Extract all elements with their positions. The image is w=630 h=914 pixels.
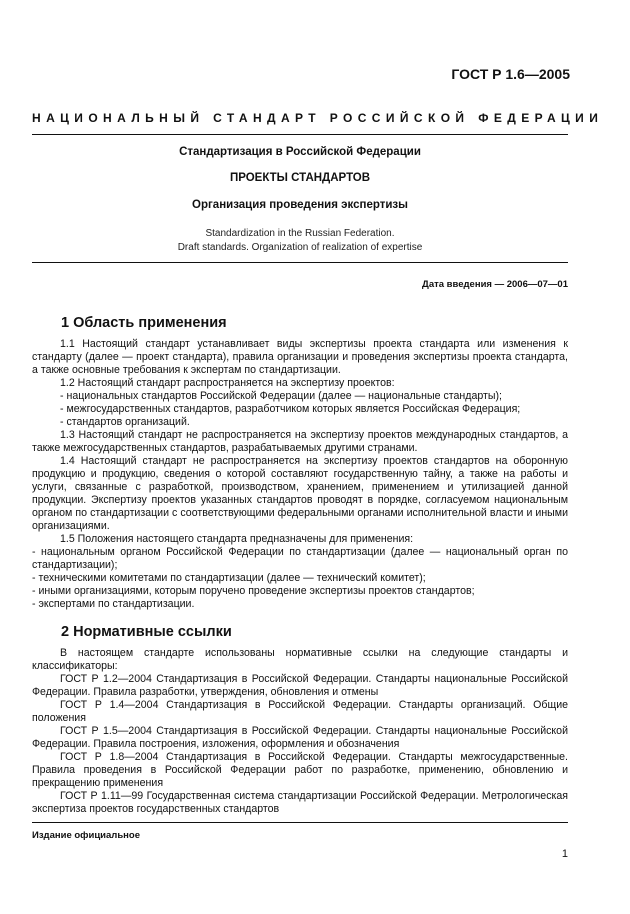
- list-item: - стандартов организаций.: [60, 416, 190, 428]
- gost-code: ГОСТ Р 1.6—2005: [451, 66, 570, 82]
- reference-item: ГОСТ Р 1.5—2004 Стандартизация в Российской Федерации. Стандарты национальные Российской Федерации. Правила построения, изложения, оформления и обозначения: [32, 725, 568, 750]
- title-divider: [32, 262, 568, 263]
- paragraph: 1.1 Настоящий стандарт устанавливает виды экспертизы проекта стандарта или изменения к стандарту (далее — проект стандарта), правила организации и проведения экспертизы проекта стандарта, а также основные требования к экспертам по стандартизации.: [32, 338, 568, 376]
- english-title-line-1: Standardization in the Russian Federation.: [205, 228, 395, 239]
- page-number: 1: [561, 848, 568, 860]
- paragraph: 1.3 Настоящий стандарт не распространяется на экспертизу проектов международных стандартов, а также межгосударственных стандартов, разрабатываемых другими странами.: [32, 429, 568, 454]
- section-1-body: [32, 338, 568, 611]
- paragraph: 1.2 Настоящий стандарт распространяется на экспертизу проектов:: [60, 377, 395, 389]
- national-standard-banner: НАЦИОНАЛЬНЫЙ СТАНДАРТ РОССИЙСКОЙ ФЕДЕРАЦИИ: [32, 111, 604, 125]
- footer-divider: [32, 822, 568, 823]
- paragraph: 1.5 Положения настоящего стандарта предназначены для применения:: [60, 533, 414, 545]
- reference-item: ГОСТ Р 1.2—2004 Стандартизация в Российской Федерации. Стандарты национальные Российской Федерации. Правила разработки, утверждения, обновления и отмены: [32, 673, 568, 698]
- english-title-line-2: Draft standards. Organization of realization of expertise: [177, 241, 423, 253]
- title-line-2: ПРОЕКТЫ СТАНДАРТОВ: [229, 172, 371, 184]
- list-item: - иными организациями, которым поручено проведение экспертизы проектов стандартов;: [32, 585, 475, 597]
- section-2-body: [32, 647, 568, 816]
- list-item: - межгосударственных стандартов, разработчиком которых является Российская Федерация;: [60, 403, 521, 415]
- section-1-heading: 1 Область применения: [61, 315, 227, 331]
- reference-item: ГОСТ Р 1.8—2004 Стандартизация в Российской Федерации. Стандарты межгосударственные. Правила проведения в Российской Федерации работ по разработке, применению, обновлению и прекращению применения: [32, 751, 568, 789]
- title-line-3: Организация проведения экспертизы: [192, 199, 408, 211]
- paragraph: В настоящем стандарте использованы нормативные ссылки на следующие стандарты и классификаторы:: [32, 647, 568, 672]
- intro-date: Дата введения — 2006—07—01: [422, 279, 568, 290]
- section-2-heading: 2 Нормативные ссылки: [61, 624, 232, 640]
- title-line-1: Стандартизация в Российской Федерации: [179, 146, 421, 158]
- reference-item: ГОСТ Р 1.4—2004 Стандартизация в Российской Федерации. Стандарты организаций. Общие положения: [32, 699, 568, 724]
- list-item: - национальным органом Российской Федерации по стандартизации (далее — национальный орган по стандартизации);: [32, 546, 568, 571]
- list-item: - экспертами по стандартизации.: [32, 598, 195, 610]
- list-item: - техническими комитетами по стандартизации (далее — технический комитет);: [32, 572, 426, 584]
- list-item: - национальных стандартов Российской Федерации (далее — национальные стандарты);: [60, 390, 502, 402]
- english-title: [32, 227, 568, 254]
- paragraph: 1.4 Настоящий стандарт не распространяется на экспертизу проектов стандартов на оборонную продукцию и продукцию, сведения о которой составляют государственную тайну, а также на работы и услуги, связанные с разработкой, производством, хранением, применением и утилизацией данной продукции. Экспертизу проектов указанных стандартов проводят в порядке, согласуемом национальным органом по стандартизации с соответствующими федеральными органами исполнительной власти и иными организациями.: [32, 455, 568, 532]
- edition-label: Издание официальное: [32, 830, 140, 841]
- header-divider: [32, 134, 568, 135]
- reference-item: ГОСТ Р 1.11—99 Государственная система стандартизации Российской Федерации. Метрологическая экспертиза проектов государственных стандартов: [32, 790, 568, 815]
